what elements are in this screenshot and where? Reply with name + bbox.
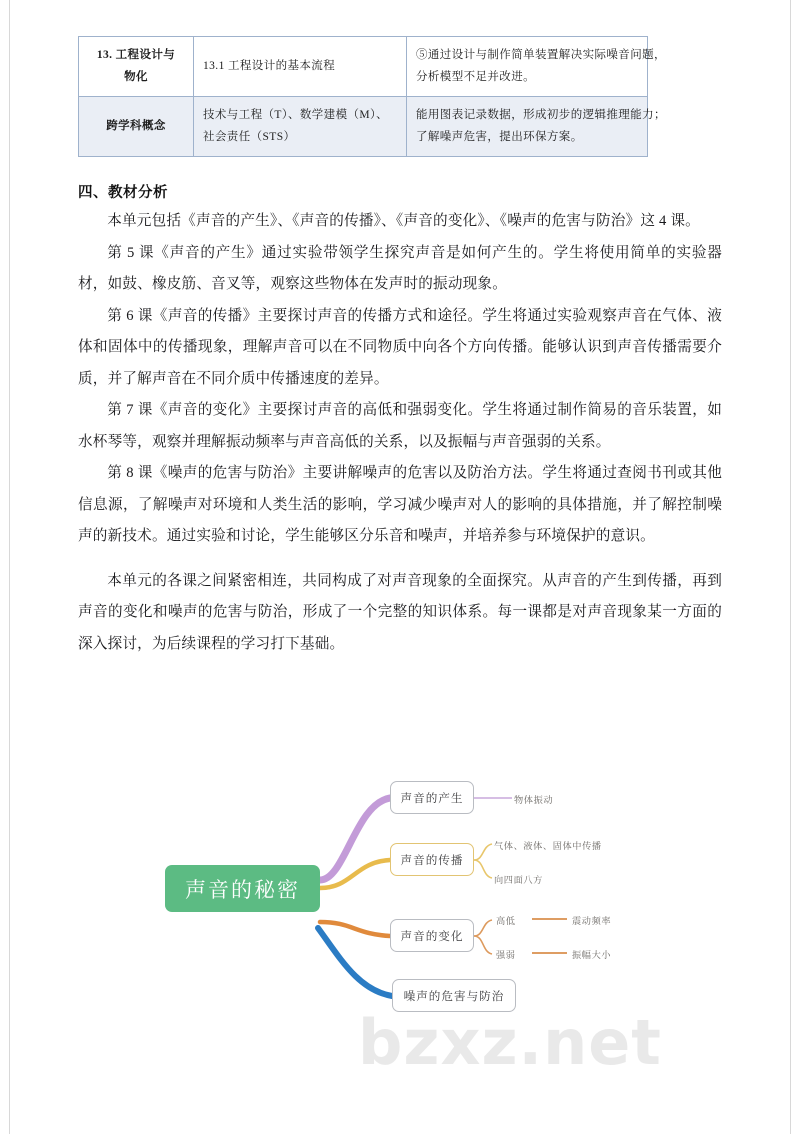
mindmap-subleaf-zhenfu-daxiao[interactable]: 振幅大小 <box>572 950 612 961</box>
watermark: bzxz.net <box>358 1006 662 1079</box>
table-cell-objective <box>407 37 666 97</box>
leaf-fork-lower-bianhua <box>474 936 492 954</box>
mindmap-leaf-chuanbo-meizhi[interactable]: 气体、液体、固体中传播 <box>494 841 602 852</box>
table-cell-line: 物化 <box>124 71 148 84</box>
mindmap-leaf-gaodi[interactable]: 高低 <box>496 916 516 927</box>
table-cell-line: 社会责任（STS） <box>203 131 296 144</box>
page-edge-right <box>790 0 791 1134</box>
branch-curve-shengyin-bianhua <box>320 922 390 936</box>
table-cell-line: 了解噪声危害，提出环保方案。 <box>416 131 583 144</box>
table-cell-line: 13.1 工程设计的基本流程 <box>203 60 336 73</box>
section-heading: 四、教材分析 <box>78 185 168 201</box>
mindmap-node-zaosheng-weihai[interactable]: 噪声的危害与防治 <box>392 979 516 1012</box>
mindmap-leaf-chuanbo-fangxiang[interactable]: 向四面八方 <box>494 875 543 886</box>
table-cell-topic <box>79 96 194 156</box>
table-cell-line: 能用图表记录数据，形成初步的逻辑推理能力； <box>416 108 666 121</box>
table-cell-line: 技术与工程（T）、数学建模（M）、 <box>203 108 389 121</box>
mindmap-node-shengyin-bianhua[interactable]: 声音的变化 <box>390 919 474 952</box>
mindmap-leaf-qiangruo[interactable]: 强弱 <box>496 950 516 961</box>
table-cell-line: 13. 工程设计与 <box>96 49 176 61</box>
paragraph: 本单元的各课之间紧密相连，共同构成了对声音现象的全面探究。从声音的产生到传播，再到声音的变化和噪声的危害与防治，形成了一个完整的知识体系。每一课都是对声音现象某一方面的深入探讨，为后续课程的学习打下基础。 <box>78 572 722 652</box>
section-body <box>78 206 722 660</box>
table-row <box>79 37 648 97</box>
table-cell-objective <box>407 96 666 156</box>
paragraph: 本单元包括《声音的产生》、《声音的传播》、《声音的变化》、《噪声的危害与防治》这 4 课。 <box>107 213 700 229</box>
branch-curve-zaosheng <box>318 928 392 996</box>
mindmap-subleaf-zhendong-pinlv[interactable]: 震动频率 <box>572 916 612 927</box>
table-cell-line: ⑤通过设计与制作简单装置解决实际噪音问题， <box>416 49 666 61</box>
table-cell-subtopic <box>194 37 407 97</box>
table-cell-topic <box>79 37 194 97</box>
table-row <box>79 96 648 156</box>
mindmap-leaf-wuti-zhendong[interactable]: 物体振动 <box>514 795 554 806</box>
paragraph: 第 5 课《声音的产生》通过实验带领学生探究声音是如何产生的。学生将使用简单的实验器材，如鼓、橡皮筋、音叉等，观察这些物体在发声时的振动现象。 <box>78 244 722 292</box>
page-edge-left <box>9 0 10 1134</box>
leaf-fork-upper-chuanbo <box>474 844 492 860</box>
mindmap-root-node[interactable]: 声音的秘密 <box>165 865 320 912</box>
table-cell-subtopic <box>194 96 407 156</box>
mindmap-node-shengyin-chuanbo[interactable]: 声音的传播 <box>390 843 474 876</box>
mindmap-node-shengyin-chansheng[interactable]: 声音的产生 <box>390 781 474 814</box>
leaf-fork-lower-chuanbo <box>474 860 492 878</box>
table-cell-line: 跨学科概念 <box>106 120 166 133</box>
branch-curve-shengyin-chansheng <box>320 798 390 880</box>
paragraph: 第 8 课《噪声的危害与防治》主要讲解噪声的危害以及防治方法。学生将通过查阅书刊或其他信息源，了解噪声对环境和人类生活的影响，学习减少噪声对人的影响的具体措施，并了解控制噪声的新技术。通过实验和讨论，学生能够区分乐音和噪声，并培养参与环境保护的意识。 <box>78 465 722 544</box>
table-cell-line: 分析模型不足并改进。 <box>416 71 535 84</box>
mindmap-diagram <box>140 762 670 1032</box>
leaf-fork-upper-bianhua <box>474 920 492 936</box>
paragraph: 第 7 课《声音的变化》主要探讨声音的高低和强弱变化。学生将通过制作简易的音乐装置，如水杯琴等，观察并理解振动频率与声音高低的关系，以及振幅与声音强弱的关系。 <box>78 402 722 450</box>
paragraph: 第 6 课《声音的传播》主要探讨声音的传播方式和途径。学生将通过实验观察声音在气体、液体和固体中的传播现象，理解声音可以在不同物质中向各个方向传播。能够认识到声音传播需要介质，并了解声音在不同介质中传播速度的差异。 <box>78 307 722 387</box>
curriculum-table <box>78 36 666 157</box>
